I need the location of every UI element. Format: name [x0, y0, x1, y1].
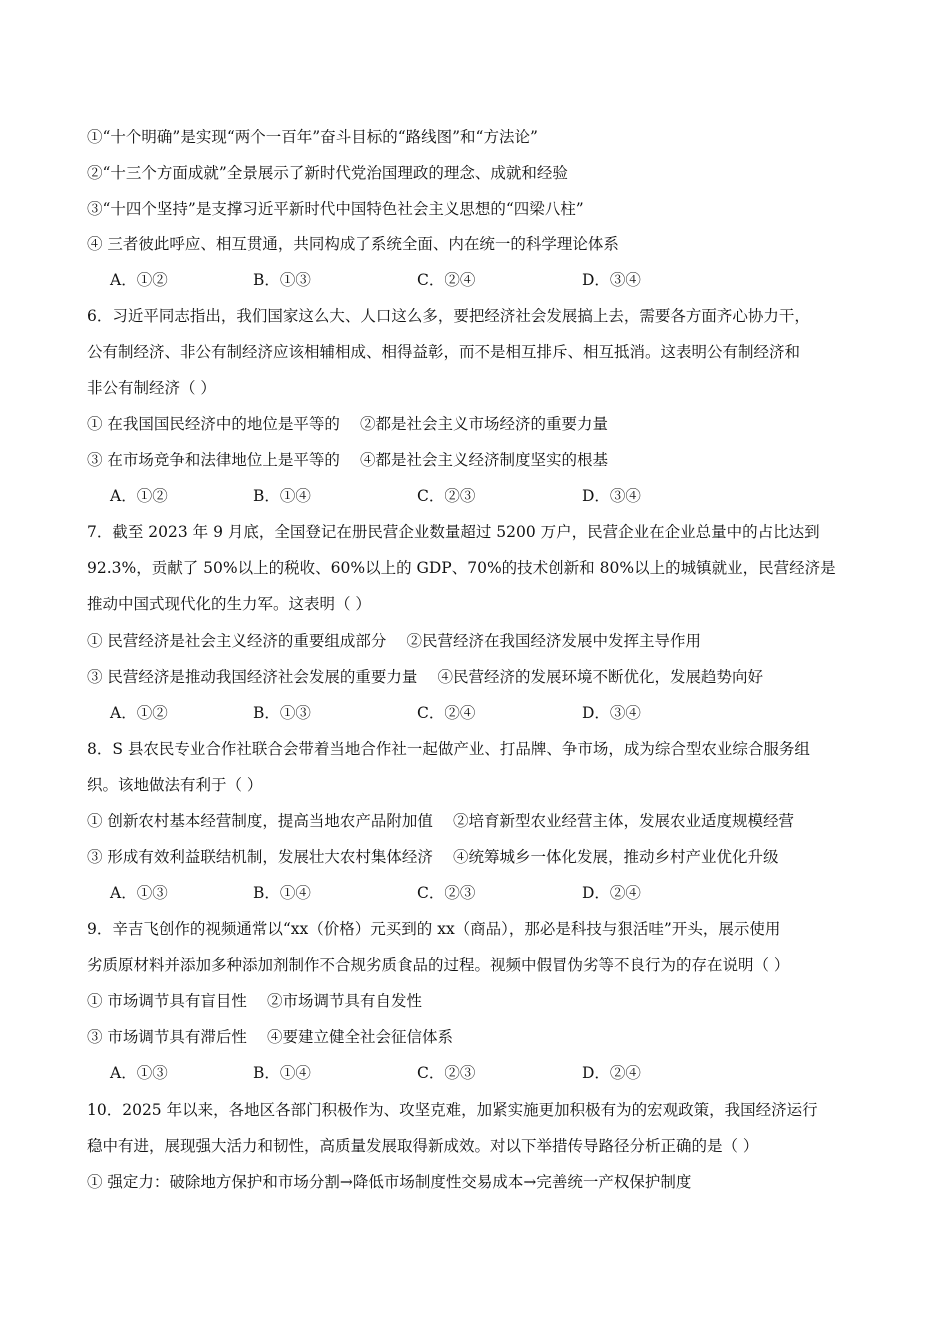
q8-option-b[interactable]: B．①④ — [253, 884, 311, 902]
q8-statement-3: ③ 形成有效利益联结机制，发展壮大农村集体经济 — [87, 848, 433, 866]
q6-statement-3: ③ 在市场竞争和法律地位上是平等的 — [87, 451, 340, 469]
q6-stem-line-2: 公有制经济、非公有制经济应该相辅相成、相得益彰，而不是相互排斥、相互抵消。这表明公有制经济和 — [87, 343, 801, 361]
q9-statements-row-2 — [87, 1027, 453, 1047]
q8-statement-1: ① 创新农村基本经营制度，提高当地农产品附加值 — [87, 812, 433, 830]
q6-option-d[interactable]: D．③④ — [582, 487, 641, 505]
q7-statement-2: ②民营经济在我国经济发展中发挥主导作用 — [406, 632, 701, 650]
q7-statements-row-1 — [87, 631, 701, 651]
q6-statement-2: ②都是社会主义市场经济的重要力量 — [359, 415, 608, 433]
q9-option-d[interactable]: D．②④ — [582, 1064, 641, 1082]
q9-option-a[interactable]: A．①③ — [110, 1064, 168, 1082]
q7-stem-line-2: 92.3%，贡献了 50%以上的税收、60%以上的 GDP、70%的技术创新和 80%以上的城镇就业，民营经济是 — [87, 559, 836, 577]
q9-stem-line-1: 9．辛吉飞创作的视频通常以“xx（价格）元买到的 xx（商品），那必是科技与狠活哇”开头，展示使用 — [87, 920, 781, 938]
q5-option-b[interactable]: B．①③ — [253, 271, 311, 289]
q7-statement-1: ① 民营经济是社会主义经济的重要组成部分 — [87, 632, 387, 650]
q8-statement-4: ④统筹城乡一体化发展，推动乡村产业优化升级 — [452, 848, 779, 866]
q7-stem-line-3: 推动中国式现代化的生力军。这表明（ ） — [87, 595, 371, 613]
q10-statement-1: ① 强定力：破除地方保护和市场分割→降低市场制度性交易成本→完善统一产权保护制度 — [87, 1173, 692, 1191]
q8-stem-line-1: 8．S 县农民专业合作社联合会带着当地合作社一起做产业、打品牌、争市场，成为综合型农业综合服务组 — [87, 740, 810, 758]
q10-stem-line-2: 稳中有进，展现强大活力和韧性，高质量发展取得新成效。对以下举措传导路径分析正确的是（ ） — [87, 1137, 759, 1155]
q5-option-d[interactable]: D．③④ — [582, 271, 641, 289]
q6-option-b[interactable]: B．①④ — [253, 487, 311, 505]
q9-statement-4: ④要建立健全社会征信体系 — [266, 1028, 453, 1046]
q6-stem-line-1: 6．习近平同志指出，我们国家这么大、人口这么多，要把经济社会发展搞上去，需要各方面齐心协力干， — [87, 307, 810, 325]
q9-option-c[interactable]: C．②③ — [417, 1064, 476, 1082]
q5-statement-3: ③“十四个坚持”是支撑习近平新时代中国特色社会主义思想的“四梁八柱” — [87, 200, 584, 218]
q9-stem-line-2: 劣质原材料并添加多种添加剂制作不合规劣质食品的过程。视频中假冒伪劣等不良行为的存在说明（ ） — [87, 956, 790, 974]
q8-option-c[interactable]: C．②③ — [417, 884, 476, 902]
q6-statements-row-2 — [87, 450, 608, 470]
q7-statement-3: ③ 民营经济是推动我国经济社会发展的重要力量 — [87, 668, 418, 686]
q7-option-c[interactable]: C．②④ — [417, 704, 476, 722]
q5-statement-1: ①“十个明确”是实现“两个一百年”奋斗目标的“路线图”和“方法论” — [87, 128, 538, 146]
q9-statement-2: ②市场调节具有自发性 — [266, 992, 422, 1010]
q5-statement-4: ④ 三者彼此呼应、相互贯通，共同构成了系统全面、内在统一的科学理论体系 — [87, 235, 619, 253]
q7-option-d[interactable]: D．③④ — [582, 704, 641, 722]
q6-statement-1: ① 在我国国民经济中的地位是平等的 — [87, 415, 340, 433]
q8-stem-line-2: 织。该地做法有利于（ ） — [87, 776, 263, 794]
q7-statement-4: ④民营经济的发展环境不断优化，发展趋势向好 — [437, 668, 763, 686]
q5-option-c[interactable]: C．②④ — [417, 271, 476, 289]
q8-option-a[interactable]: A．①③ — [110, 884, 168, 902]
q6-statements-row-1 — [87, 414, 608, 434]
q5-statement-2: ②“十三个方面成就”全景展示了新时代党治国理政的理念、成就和经验 — [87, 164, 568, 182]
q9-option-b[interactable]: B．①④ — [253, 1064, 311, 1082]
q7-option-b[interactable]: B．①③ — [253, 704, 311, 722]
q6-option-c[interactable]: C．②③ — [417, 487, 476, 505]
q8-statements-row-2 — [87, 847, 778, 867]
q8-statements-row-1 — [87, 811, 794, 831]
q6-stem-line-3: 非公有制经济（ ） — [87, 379, 216, 397]
q9-statements-row-1 — [87, 991, 422, 1011]
q7-option-a[interactable]: A．①② — [110, 704, 168, 722]
q8-option-d[interactable]: D．②④ — [582, 884, 641, 902]
q10-stem-line-1: 10．2025 年以来，各地区各部门积极作为、攻坚克难，加紧实施更加积极有为的宏观政策，我国经济运行 — [87, 1101, 818, 1119]
q9-statement-3: ③ 市场调节具有滞后性 — [87, 1028, 247, 1046]
q6-option-a[interactable]: A．①② — [110, 487, 168, 505]
q8-statement-2: ②培育新型农业经营主体，发展农业适度规模经营 — [452, 812, 794, 830]
q9-statement-1: ① 市场调节具有盲目性 — [87, 992, 247, 1010]
q7-stem-line-1: 7．截至 2023 年 9 月底，全国登记在册民营企业数量超过 5200 万户，民营企业在企业总量中的占比达到 — [87, 523, 820, 541]
q6-statement-4: ④都是社会主义经济制度坚实的根基 — [359, 451, 608, 469]
q7-statements-row-2 — [87, 667, 763, 687]
q5-option-a[interactable]: A．①② — [110, 271, 168, 289]
